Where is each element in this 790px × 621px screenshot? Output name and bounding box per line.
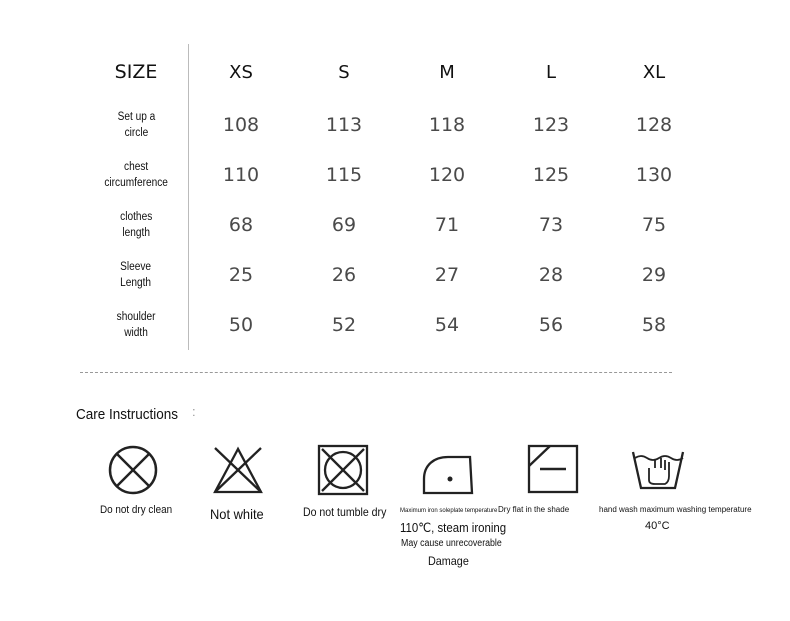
table-cell: 125 <box>532 164 570 186</box>
table-cell: 71 <box>434 214 460 236</box>
care-colon: : <box>192 404 196 419</box>
table-cell: 110 <box>222 164 260 186</box>
table-cell: 28 <box>538 264 564 286</box>
caption-hand-wash-temp: 40°C <box>645 520 670 532</box>
table-cell: 54 <box>434 314 460 336</box>
table-row <box>88 150 708 200</box>
table-cell: 118 <box>428 114 466 136</box>
table-cell: 25 <box>228 264 254 286</box>
row-label: Set up a circle <box>117 111 155 139</box>
table-row <box>88 250 708 300</box>
caption-do-not-dry-clean: Do not dry clean <box>100 504 173 516</box>
table-cell: 29 <box>641 264 667 286</box>
row-label: shoulder width <box>116 311 156 339</box>
table-cell: 120 <box>428 164 466 186</box>
size-xl: XL <box>642 61 666 83</box>
size-m: M <box>439 61 455 83</box>
table-cell: 113 <box>325 114 363 136</box>
size-header-row <box>88 47 708 97</box>
do-not-tumble-dry-icon <box>316 444 370 496</box>
table-row <box>88 200 708 250</box>
table-cell: 130 <box>635 164 673 186</box>
row-label: chest circumference <box>104 161 168 189</box>
row-label: Sleeve Length <box>120 261 152 289</box>
size-s: S <box>338 61 350 83</box>
not-white-icon <box>211 444 265 496</box>
size-header: SIZE <box>114 61 158 83</box>
caption-iron-110: 110℃, steam ironing <box>400 520 507 535</box>
care-title: Care Instructions <box>76 406 179 423</box>
dry-flat-shade-icon <box>526 444 580 496</box>
size-l: L <box>545 61 557 83</box>
iron-110-icon <box>420 445 476 497</box>
table-cell: 123 <box>532 114 570 136</box>
caption-dry-flat-shade: Dry flat in the shade <box>498 505 570 514</box>
hand-wash-icon <box>631 448 685 492</box>
table-cell: 27 <box>434 264 460 286</box>
dashed-divider <box>80 372 672 373</box>
caption-do-not-tumble-dry: Do not tumble dry <box>303 505 387 519</box>
caption-iron-warning: May cause unrecoverable <box>401 538 502 549</box>
table-cell: 108 <box>222 114 260 136</box>
table-cell: 56 <box>538 314 564 336</box>
caption-iron-damage: Damage <box>428 554 469 568</box>
table-cell: 68 <box>228 214 254 236</box>
table-row <box>88 100 708 150</box>
caption-iron-max-temp: Maximum iron soleplate temperature <box>400 508 498 514</box>
table-cell: 69 <box>331 214 357 236</box>
size-xs: XS <box>229 61 253 83</box>
table-cell: 73 <box>538 214 564 236</box>
table-cell: 115 <box>325 164 363 186</box>
table-cell: 26 <box>331 264 357 286</box>
caption-hand-wash: hand wash maximum washing temperature <box>599 505 752 514</box>
caption-not-white: Not white <box>210 506 264 522</box>
table-cell: 75 <box>641 214 667 236</box>
table-cell: 50 <box>228 314 254 336</box>
table-cell: 58 <box>641 314 667 336</box>
do-not-dry-clean-icon <box>106 444 160 496</box>
table-cell: 128 <box>635 114 673 136</box>
table-cell: 52 <box>331 314 357 336</box>
row-label: clothes length <box>119 211 153 239</box>
table-row <box>88 300 708 350</box>
